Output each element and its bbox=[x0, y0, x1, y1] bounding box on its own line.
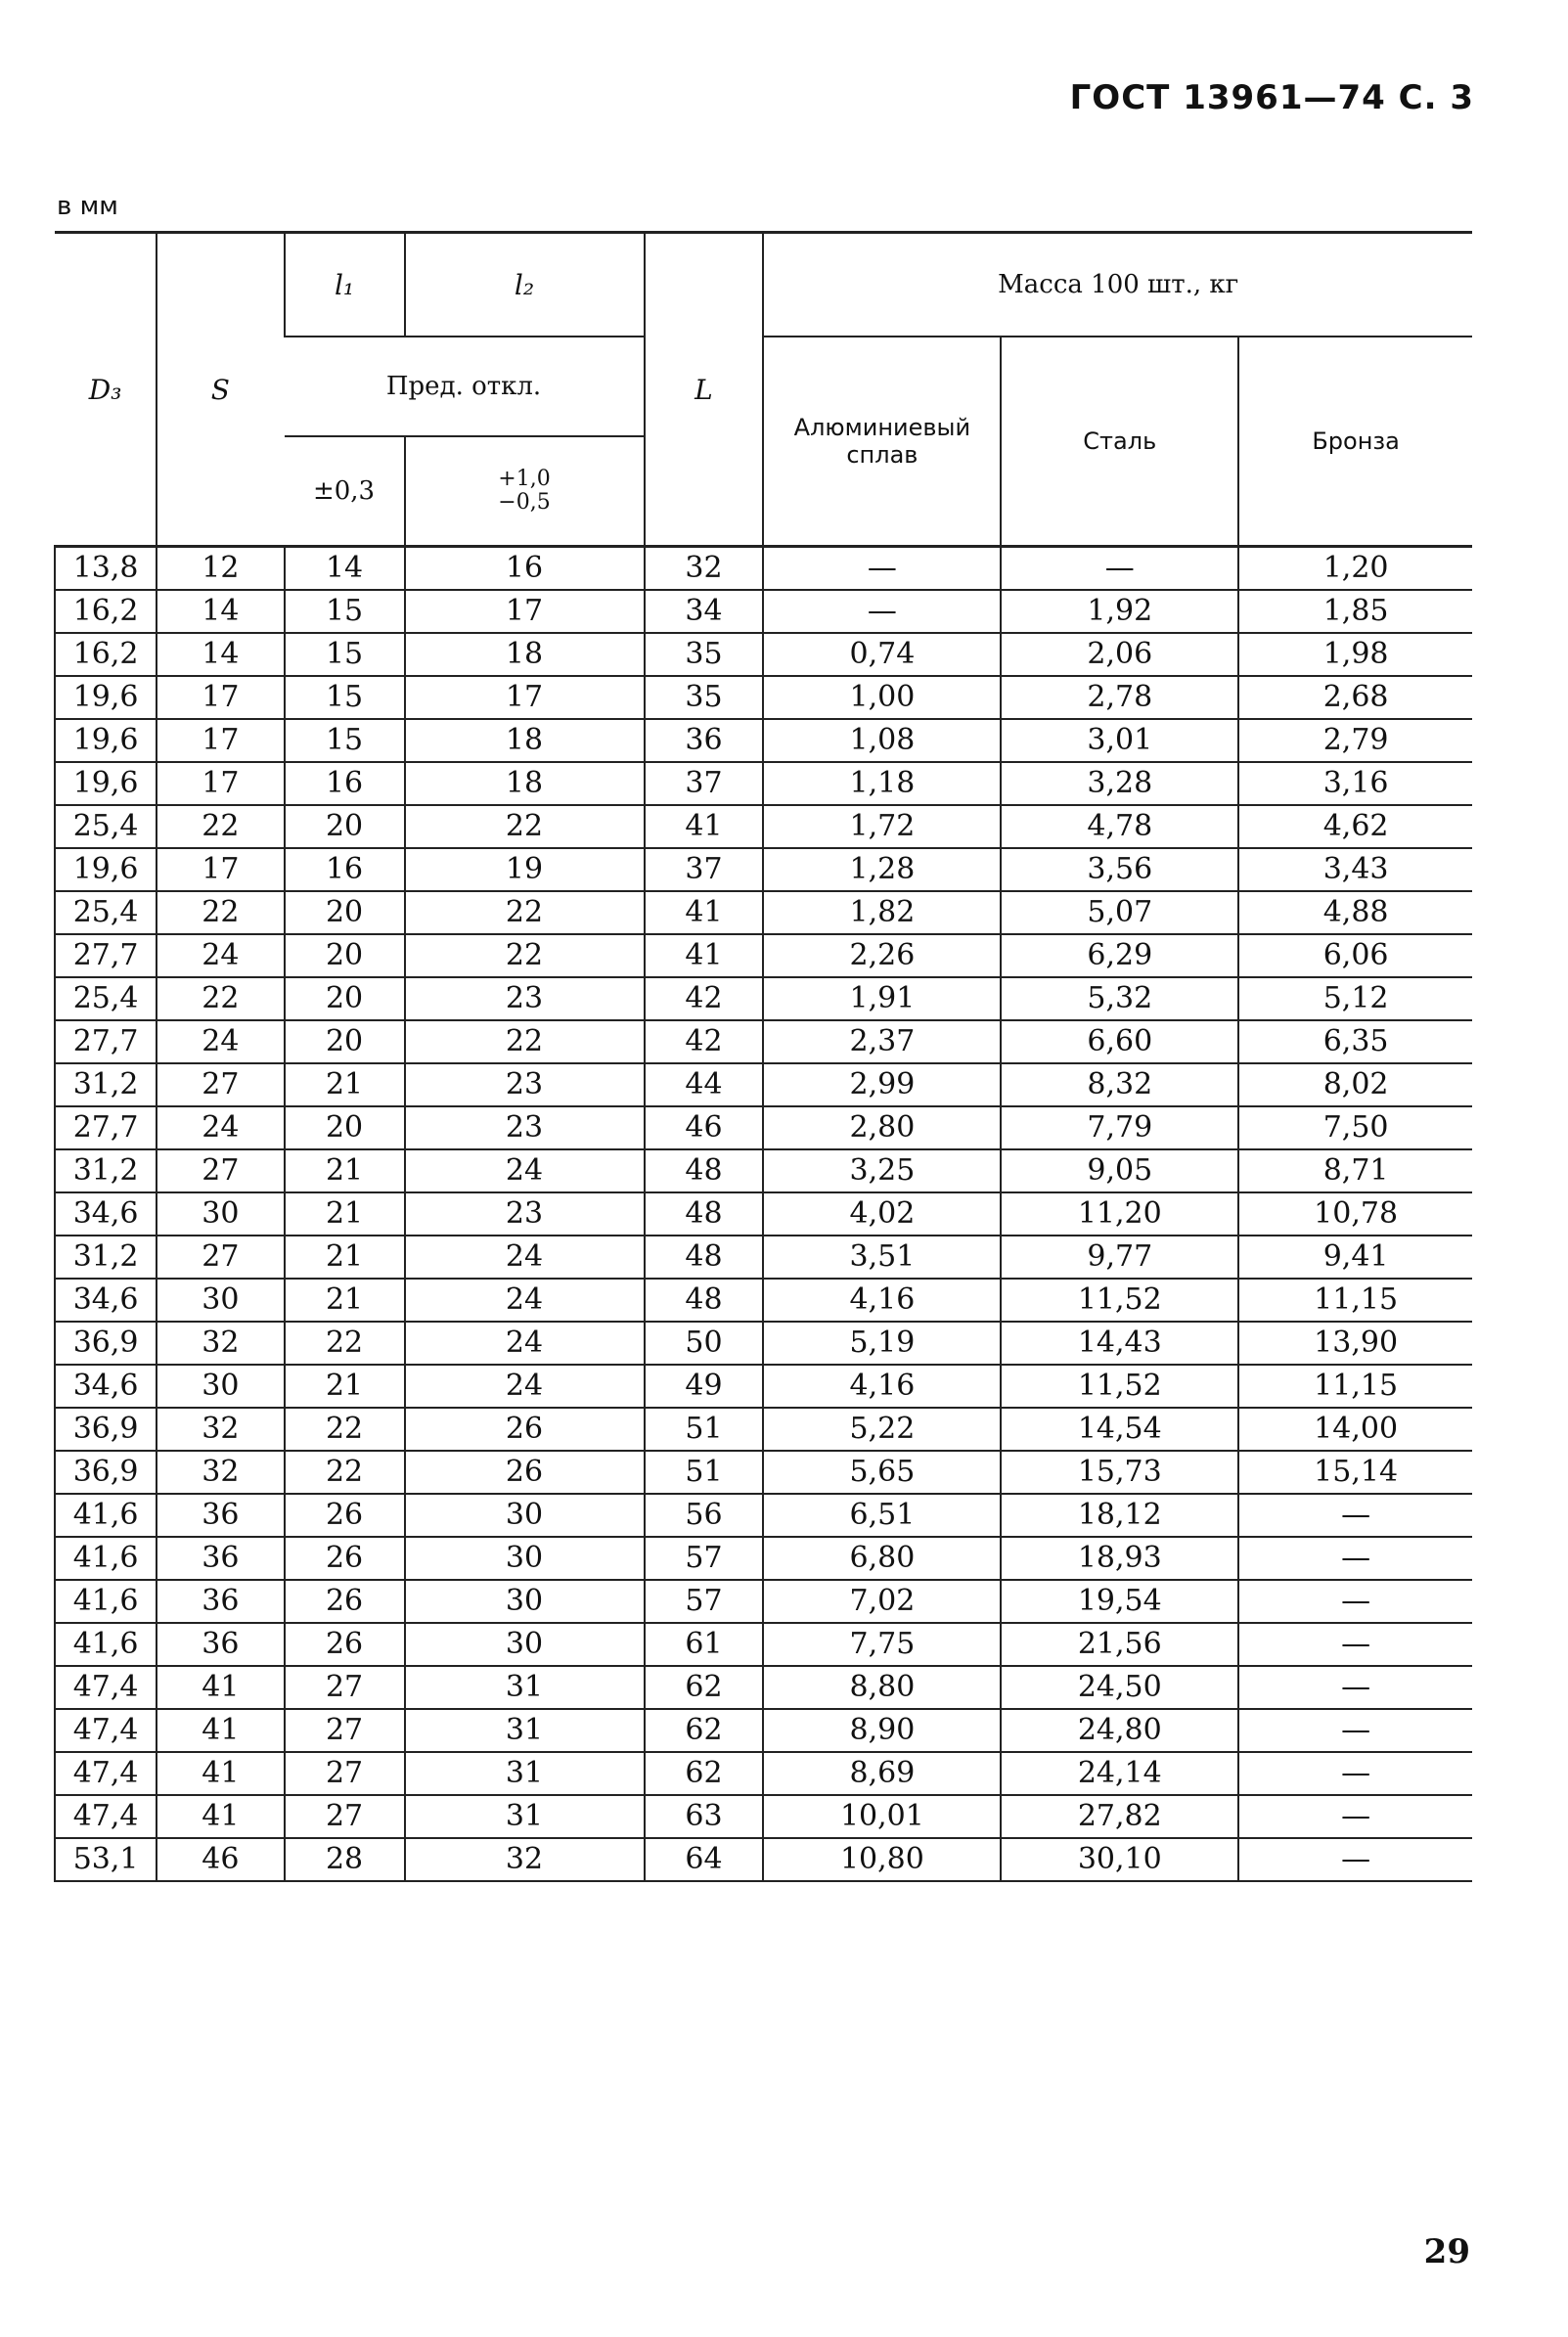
cell-s: 17 bbox=[157, 676, 284, 719]
cell-L: 56 bbox=[645, 1494, 764, 1537]
cell-aluminum: 1,28 bbox=[763, 848, 1001, 891]
cell-L: 32 bbox=[645, 547, 764, 591]
cell-L: 48 bbox=[645, 1149, 764, 1192]
cell-steel: 14,54 bbox=[1001, 1408, 1238, 1451]
cell-L: 41 bbox=[645, 805, 764, 848]
cell-l2: 23 bbox=[405, 1192, 645, 1236]
cell-aluminum: 6,51 bbox=[763, 1494, 1001, 1537]
col-l1-tolerance: ±0,3 bbox=[312, 476, 376, 506]
cell-bronze: 13,90 bbox=[1238, 1322, 1472, 1365]
cell-steel: 24,50 bbox=[1001, 1666, 1238, 1709]
cell-steel: 3,28 bbox=[1001, 762, 1238, 805]
table-row bbox=[55, 1279, 1472, 1322]
cell-bronze: — bbox=[1238, 1752, 1472, 1795]
cell-l2: 19 bbox=[405, 848, 645, 891]
cell-d3: 16,2 bbox=[55, 590, 157, 633]
cell-steel: 6,60 bbox=[1001, 1020, 1238, 1063]
cell-l1: 22 bbox=[285, 1322, 405, 1365]
table-row bbox=[55, 891, 1472, 934]
cell-d3: 25,4 bbox=[55, 977, 157, 1020]
cell-steel: 15,73 bbox=[1001, 1451, 1238, 1494]
cell-L: 48 bbox=[645, 1236, 764, 1279]
table-row bbox=[55, 1580, 1472, 1623]
table-row bbox=[55, 590, 1472, 633]
cell-aluminum: 0,74 bbox=[763, 633, 1001, 676]
cell-bronze: 4,62 bbox=[1238, 805, 1472, 848]
table-row bbox=[55, 1408, 1472, 1451]
cell-d3: 19,6 bbox=[55, 676, 157, 719]
col-s: S bbox=[157, 233, 284, 547]
cell-L: 64 bbox=[645, 1838, 764, 1881]
cell-L: 44 bbox=[645, 1063, 764, 1106]
cell-aluminum: 7,02 bbox=[763, 1580, 1001, 1623]
cell-steel: 3,01 bbox=[1001, 719, 1238, 762]
table-row bbox=[55, 1838, 1472, 1881]
cell-s: 27 bbox=[157, 1063, 284, 1106]
cell-steel: 11,52 bbox=[1001, 1365, 1238, 1408]
cell-s: 36 bbox=[157, 1494, 284, 1537]
cell-aluminum: 10,80 bbox=[763, 1838, 1001, 1881]
l2-tolerance-plus: +1,0 bbox=[498, 467, 551, 491]
cell-aluminum: — bbox=[763, 590, 1001, 633]
cell-s: 32 bbox=[157, 1322, 284, 1365]
cell-steel: 4,78 bbox=[1001, 805, 1238, 848]
cell-aluminum: 1,08 bbox=[763, 719, 1001, 762]
cell-d3: 25,4 bbox=[55, 891, 157, 934]
cell-steel: 1,92 bbox=[1001, 590, 1238, 633]
table-row bbox=[55, 762, 1472, 805]
col-mass: Масса 100 шт., кг bbox=[763, 233, 1472, 337]
table-row bbox=[55, 848, 1472, 891]
cell-steel: 18,12 bbox=[1001, 1494, 1238, 1537]
table-row bbox=[55, 719, 1472, 762]
cell-steel: 24,80 bbox=[1001, 1709, 1238, 1752]
cell-s: 30 bbox=[157, 1365, 284, 1408]
cell-l2: 22 bbox=[405, 934, 645, 977]
cell-l2: 24 bbox=[405, 1279, 645, 1322]
cell-l1: 22 bbox=[285, 1408, 405, 1451]
cell-l2: 31 bbox=[405, 1795, 645, 1838]
table-row bbox=[55, 1322, 1472, 1365]
table-row bbox=[55, 934, 1472, 977]
cell-d3: 47,4 bbox=[55, 1709, 157, 1752]
cell-l2: 17 bbox=[405, 590, 645, 633]
cell-l1: 20 bbox=[285, 1020, 405, 1063]
cell-l1: 15 bbox=[285, 633, 405, 676]
table-row bbox=[55, 1063, 1472, 1106]
cell-L: 48 bbox=[645, 1279, 764, 1322]
cell-aluminum: 5,22 bbox=[763, 1408, 1001, 1451]
cell-d3: 53,1 bbox=[55, 1838, 157, 1881]
cell-s: 22 bbox=[157, 891, 284, 934]
cell-L: 48 bbox=[645, 1192, 764, 1236]
cell-steel: 2,06 bbox=[1001, 633, 1238, 676]
cell-l1: 27 bbox=[285, 1795, 405, 1838]
cell-steel: 30,10 bbox=[1001, 1838, 1238, 1881]
cell-s: 27 bbox=[157, 1236, 284, 1279]
cell-bronze: 6,06 bbox=[1238, 934, 1472, 977]
cell-L: 42 bbox=[645, 977, 764, 1020]
cell-aluminum: 1,91 bbox=[763, 977, 1001, 1020]
cell-s: 30 bbox=[157, 1192, 284, 1236]
cell-l2: 31 bbox=[405, 1752, 645, 1795]
table-row bbox=[55, 805, 1472, 848]
cell-l1: 15 bbox=[285, 676, 405, 719]
cell-s: 36 bbox=[157, 1623, 284, 1666]
cell-d3: 36,9 bbox=[55, 1322, 157, 1365]
table-row bbox=[55, 547, 1472, 591]
cell-steel: 14,43 bbox=[1001, 1322, 1238, 1365]
cell-L: 50 bbox=[645, 1322, 764, 1365]
table-row bbox=[55, 1666, 1472, 1709]
cell-d3: 13,8 bbox=[55, 547, 157, 591]
cell-l2: 31 bbox=[405, 1709, 645, 1752]
table-row bbox=[55, 1752, 1472, 1795]
cell-L: 57 bbox=[645, 1537, 764, 1580]
cell-bronze: — bbox=[1238, 1537, 1472, 1580]
cell-d3: 25,4 bbox=[55, 805, 157, 848]
cell-l1: 21 bbox=[285, 1365, 405, 1408]
cell-l1: 16 bbox=[285, 848, 405, 891]
cell-bronze: 14,00 bbox=[1238, 1408, 1472, 1451]
cell-bronze: — bbox=[1238, 1709, 1472, 1752]
cell-aluminum: 1,72 bbox=[763, 805, 1001, 848]
cell-l2: 24 bbox=[405, 1149, 645, 1192]
cell-s: 46 bbox=[157, 1838, 284, 1881]
table-row bbox=[55, 1537, 1472, 1580]
cell-aluminum: 3,25 bbox=[763, 1149, 1001, 1192]
cell-l2: 32 bbox=[405, 1838, 645, 1881]
col-l2-tolerance bbox=[405, 436, 645, 547]
cell-l1: 21 bbox=[285, 1063, 405, 1106]
cell-l1: 21 bbox=[285, 1236, 405, 1279]
cell-l2: 18 bbox=[405, 762, 645, 805]
cell-L: 34 bbox=[645, 590, 764, 633]
cell-l2: 22 bbox=[405, 891, 645, 934]
cell-bronze: — bbox=[1238, 1795, 1472, 1838]
cell-L: 62 bbox=[645, 1666, 764, 1709]
cell-steel: 18,93 bbox=[1001, 1537, 1238, 1580]
cell-l2: 17 bbox=[405, 676, 645, 719]
table-row bbox=[55, 1451, 1472, 1494]
cell-s: 17 bbox=[157, 848, 284, 891]
cell-d3: 41,6 bbox=[55, 1580, 157, 1623]
cell-bronze: 15,14 bbox=[1238, 1451, 1472, 1494]
cell-d3: 34,6 bbox=[55, 1279, 157, 1322]
cell-steel: 9,05 bbox=[1001, 1149, 1238, 1192]
cell-steel: 21,56 bbox=[1001, 1623, 1238, 1666]
cell-aluminum: — bbox=[763, 547, 1001, 591]
table-row bbox=[55, 1236, 1472, 1279]
cell-steel: 5,32 bbox=[1001, 977, 1238, 1020]
table-row bbox=[55, 1149, 1472, 1192]
cell-L: 42 bbox=[645, 1020, 764, 1063]
cell-d3: 41,6 bbox=[55, 1537, 157, 1580]
cell-l2: 31 bbox=[405, 1666, 645, 1709]
cell-bronze: 7,50 bbox=[1238, 1106, 1472, 1149]
cell-aluminum: 2,99 bbox=[763, 1063, 1001, 1106]
cell-l2: 23 bbox=[405, 1063, 645, 1106]
col-tolerance: Пред. откл. bbox=[285, 337, 645, 436]
cell-l2: 22 bbox=[405, 1020, 645, 1063]
cell-l1: 22 bbox=[285, 1451, 405, 1494]
cell-s: 12 bbox=[157, 547, 284, 591]
cell-bronze: 6,35 bbox=[1238, 1020, 1472, 1063]
cell-d3: 19,6 bbox=[55, 848, 157, 891]
dimensions-table bbox=[54, 231, 1472, 1882]
unit-label: в мм bbox=[57, 192, 118, 221]
cell-s: 17 bbox=[157, 762, 284, 805]
cell-L: 36 bbox=[645, 719, 764, 762]
cell-L: 41 bbox=[645, 934, 764, 977]
cell-aluminum: 4,16 bbox=[763, 1279, 1001, 1322]
cell-L: 46 bbox=[645, 1106, 764, 1149]
cell-aluminum: 5,19 bbox=[763, 1322, 1001, 1365]
cell-steel: 3,56 bbox=[1001, 848, 1238, 891]
cell-steel: 11,52 bbox=[1001, 1279, 1238, 1322]
table-row bbox=[55, 977, 1472, 1020]
cell-l2: 18 bbox=[405, 719, 645, 762]
cell-l2: 24 bbox=[405, 1365, 645, 1408]
cell-bronze: 1,85 bbox=[1238, 590, 1472, 633]
cell-steel: — bbox=[1001, 547, 1238, 591]
cell-s: 14 bbox=[157, 590, 284, 633]
table-row bbox=[55, 1709, 1472, 1752]
cell-d3: 19,6 bbox=[55, 719, 157, 762]
table-row bbox=[55, 1494, 1472, 1537]
cell-l2: 30 bbox=[405, 1494, 645, 1537]
cell-l2: 18 bbox=[405, 633, 645, 676]
cell-s: 32 bbox=[157, 1408, 284, 1451]
cell-steel: 27,82 bbox=[1001, 1795, 1238, 1838]
cell-bronze: 4,88 bbox=[1238, 891, 1472, 934]
cell-d3: 27,7 bbox=[55, 1020, 157, 1063]
l2-tolerance-minus: −0,5 bbox=[498, 490, 551, 515]
cell-aluminum: 2,80 bbox=[763, 1106, 1001, 1149]
table-row bbox=[55, 1106, 1472, 1149]
cell-L: 37 bbox=[645, 762, 764, 805]
cell-l1: 15 bbox=[285, 590, 405, 633]
cell-l2: 30 bbox=[405, 1537, 645, 1580]
cell-bronze: — bbox=[1238, 1838, 1472, 1881]
cell-L: 51 bbox=[645, 1451, 764, 1494]
cell-aluminum: 3,51 bbox=[763, 1236, 1001, 1279]
cell-steel: 19,54 bbox=[1001, 1580, 1238, 1623]
cell-l2: 26 bbox=[405, 1451, 645, 1494]
cell-l1: 16 bbox=[285, 762, 405, 805]
cell-s: 14 bbox=[157, 633, 284, 676]
dimensions-table-frame bbox=[54, 231, 1472, 1882]
cell-l1: 20 bbox=[285, 1106, 405, 1149]
cell-l2: 30 bbox=[405, 1623, 645, 1666]
cell-l2: 16 bbox=[405, 547, 645, 591]
cell-bronze: — bbox=[1238, 1580, 1472, 1623]
cell-d3: 41,6 bbox=[55, 1623, 157, 1666]
cell-s: 17 bbox=[157, 719, 284, 762]
cell-l1: 28 bbox=[285, 1838, 405, 1881]
cell-s: 24 bbox=[157, 1106, 284, 1149]
cell-d3: 34,6 bbox=[55, 1192, 157, 1236]
page-number: 29 bbox=[1423, 2232, 1470, 2271]
cell-s: 22 bbox=[157, 977, 284, 1020]
table-row bbox=[55, 1365, 1472, 1408]
cell-d3: 34,6 bbox=[55, 1365, 157, 1408]
cell-bronze: 8,71 bbox=[1238, 1149, 1472, 1192]
cell-l2: 23 bbox=[405, 977, 645, 1020]
cell-d3: 19,6 bbox=[55, 762, 157, 805]
cell-s: 41 bbox=[157, 1666, 284, 1709]
cell-steel: 11,20 bbox=[1001, 1192, 1238, 1236]
col-l1: l₁ bbox=[285, 233, 405, 337]
cell-bronze: 1,20 bbox=[1238, 547, 1472, 591]
table-row bbox=[55, 633, 1472, 676]
table-row bbox=[55, 1020, 1472, 1063]
cell-l2: 26 bbox=[405, 1408, 645, 1451]
cell-l1: 20 bbox=[285, 891, 405, 934]
cell-d3: 47,4 bbox=[55, 1795, 157, 1838]
cell-s: 41 bbox=[157, 1752, 284, 1795]
cell-L: 41 bbox=[645, 891, 764, 934]
cell-bronze: 1,98 bbox=[1238, 633, 1472, 676]
cell-L: 63 bbox=[645, 1795, 764, 1838]
cell-l1: 26 bbox=[285, 1537, 405, 1580]
cell-l2: 24 bbox=[405, 1236, 645, 1279]
cell-aluminum: 4,02 bbox=[763, 1192, 1001, 1236]
cell-s: 24 bbox=[157, 1020, 284, 1063]
cell-bronze: 9,41 bbox=[1238, 1236, 1472, 1279]
cell-bronze: 11,15 bbox=[1238, 1279, 1472, 1322]
cell-aluminum: 2,26 bbox=[763, 934, 1001, 977]
cell-bronze: 10,78 bbox=[1238, 1192, 1472, 1236]
col-bronze: Бронза bbox=[1238, 337, 1472, 547]
cell-bronze: 8,02 bbox=[1238, 1063, 1472, 1106]
cell-d3: 31,2 bbox=[55, 1063, 157, 1106]
cell-s: 36 bbox=[157, 1580, 284, 1623]
cell-L: 35 bbox=[645, 633, 764, 676]
cell-d3: 41,6 bbox=[55, 1494, 157, 1537]
cell-steel: 2,78 bbox=[1001, 676, 1238, 719]
table-row bbox=[55, 1795, 1472, 1838]
cell-bronze: 11,15 bbox=[1238, 1365, 1472, 1408]
cell-d3: 27,7 bbox=[55, 1106, 157, 1149]
standard-header: ГОСТ 13961—74 С. 3 bbox=[1069, 78, 1474, 117]
cell-steel: 7,79 bbox=[1001, 1106, 1238, 1149]
cell-l1: 27 bbox=[285, 1666, 405, 1709]
cell-s: 22 bbox=[157, 805, 284, 848]
cell-s: 30 bbox=[157, 1279, 284, 1322]
table-row bbox=[55, 676, 1472, 719]
cell-s: 41 bbox=[157, 1709, 284, 1752]
cell-L: 62 bbox=[645, 1709, 764, 1752]
cell-l1: 26 bbox=[285, 1580, 405, 1623]
cell-L: 35 bbox=[645, 676, 764, 719]
cell-aluminum: 10,01 bbox=[763, 1795, 1001, 1838]
cell-bronze: 5,12 bbox=[1238, 977, 1472, 1020]
cell-l2: 24 bbox=[405, 1322, 645, 1365]
cell-d3: 36,9 bbox=[55, 1408, 157, 1451]
cell-d3: 31,2 bbox=[55, 1236, 157, 1279]
cell-bronze: — bbox=[1238, 1623, 1472, 1666]
cell-d3: 31,2 bbox=[55, 1149, 157, 1192]
cell-aluminum: 7,75 bbox=[763, 1623, 1001, 1666]
cell-s: 41 bbox=[157, 1795, 284, 1838]
cell-d3: 47,4 bbox=[55, 1752, 157, 1795]
cell-aluminum: 8,69 bbox=[763, 1752, 1001, 1795]
cell-l2: 30 bbox=[405, 1580, 645, 1623]
cell-bronze: 2,68 bbox=[1238, 676, 1472, 719]
cell-l1: 14 bbox=[285, 547, 405, 591]
cell-aluminum: 2,37 bbox=[763, 1020, 1001, 1063]
col-aluminum: Алюминиевый сплав bbox=[763, 337, 1001, 547]
cell-aluminum: 4,16 bbox=[763, 1365, 1001, 1408]
cell-steel: 9,77 bbox=[1001, 1236, 1238, 1279]
cell-L: 37 bbox=[645, 848, 764, 891]
cell-L: 49 bbox=[645, 1365, 764, 1408]
table-row bbox=[55, 1623, 1472, 1666]
col-L: L bbox=[645, 233, 764, 547]
cell-s: 32 bbox=[157, 1451, 284, 1494]
cell-d3: 27,7 bbox=[55, 934, 157, 977]
cell-aluminum: 8,80 bbox=[763, 1666, 1001, 1709]
cell-aluminum: 6,80 bbox=[763, 1537, 1001, 1580]
cell-l2: 23 bbox=[405, 1106, 645, 1149]
cell-L: 51 bbox=[645, 1408, 764, 1451]
cell-l1: 26 bbox=[285, 1494, 405, 1537]
cell-d3: 47,4 bbox=[55, 1666, 157, 1709]
table-row bbox=[55, 1192, 1472, 1236]
cell-l1: 20 bbox=[285, 805, 405, 848]
cell-l1: 27 bbox=[285, 1752, 405, 1795]
col-steel: Сталь bbox=[1001, 337, 1238, 547]
cell-steel: 5,07 bbox=[1001, 891, 1238, 934]
cell-s: 27 bbox=[157, 1149, 284, 1192]
cell-L: 57 bbox=[645, 1580, 764, 1623]
cell-bronze: — bbox=[1238, 1494, 1472, 1537]
cell-l1: 20 bbox=[285, 934, 405, 977]
cell-aluminum: 1,82 bbox=[763, 891, 1001, 934]
cell-l1: 21 bbox=[285, 1279, 405, 1322]
cell-aluminum: 1,00 bbox=[763, 676, 1001, 719]
cell-aluminum: 5,65 bbox=[763, 1451, 1001, 1494]
dimensions-table-body bbox=[55, 547, 1472, 1882]
cell-steel: 8,32 bbox=[1001, 1063, 1238, 1106]
col-l2: l₂ bbox=[405, 233, 645, 337]
cell-l1: 26 bbox=[285, 1623, 405, 1666]
cell-l1: 27 bbox=[285, 1709, 405, 1752]
cell-s: 24 bbox=[157, 934, 284, 977]
cell-l2: 22 bbox=[405, 805, 645, 848]
cell-l1: 21 bbox=[285, 1192, 405, 1236]
cell-aluminum: 1,18 bbox=[763, 762, 1001, 805]
cell-l1: 21 bbox=[285, 1149, 405, 1192]
cell-L: 61 bbox=[645, 1623, 764, 1666]
cell-bronze: 2,79 bbox=[1238, 719, 1472, 762]
cell-s: 36 bbox=[157, 1537, 284, 1580]
cell-l1: 20 bbox=[285, 977, 405, 1020]
cell-d3: 36,9 bbox=[55, 1451, 157, 1494]
cell-bronze: — bbox=[1238, 1666, 1472, 1709]
cell-bronze: 3,16 bbox=[1238, 762, 1472, 805]
cell-d3: 16,2 bbox=[55, 633, 157, 676]
cell-L: 62 bbox=[645, 1752, 764, 1795]
cell-steel: 24,14 bbox=[1001, 1752, 1238, 1795]
cell-l1: 15 bbox=[285, 719, 405, 762]
cell-aluminum: 8,90 bbox=[763, 1709, 1001, 1752]
cell-steel: 6,29 bbox=[1001, 934, 1238, 977]
col-d3: D₃ bbox=[55, 233, 157, 547]
cell-bronze: 3,43 bbox=[1238, 848, 1472, 891]
